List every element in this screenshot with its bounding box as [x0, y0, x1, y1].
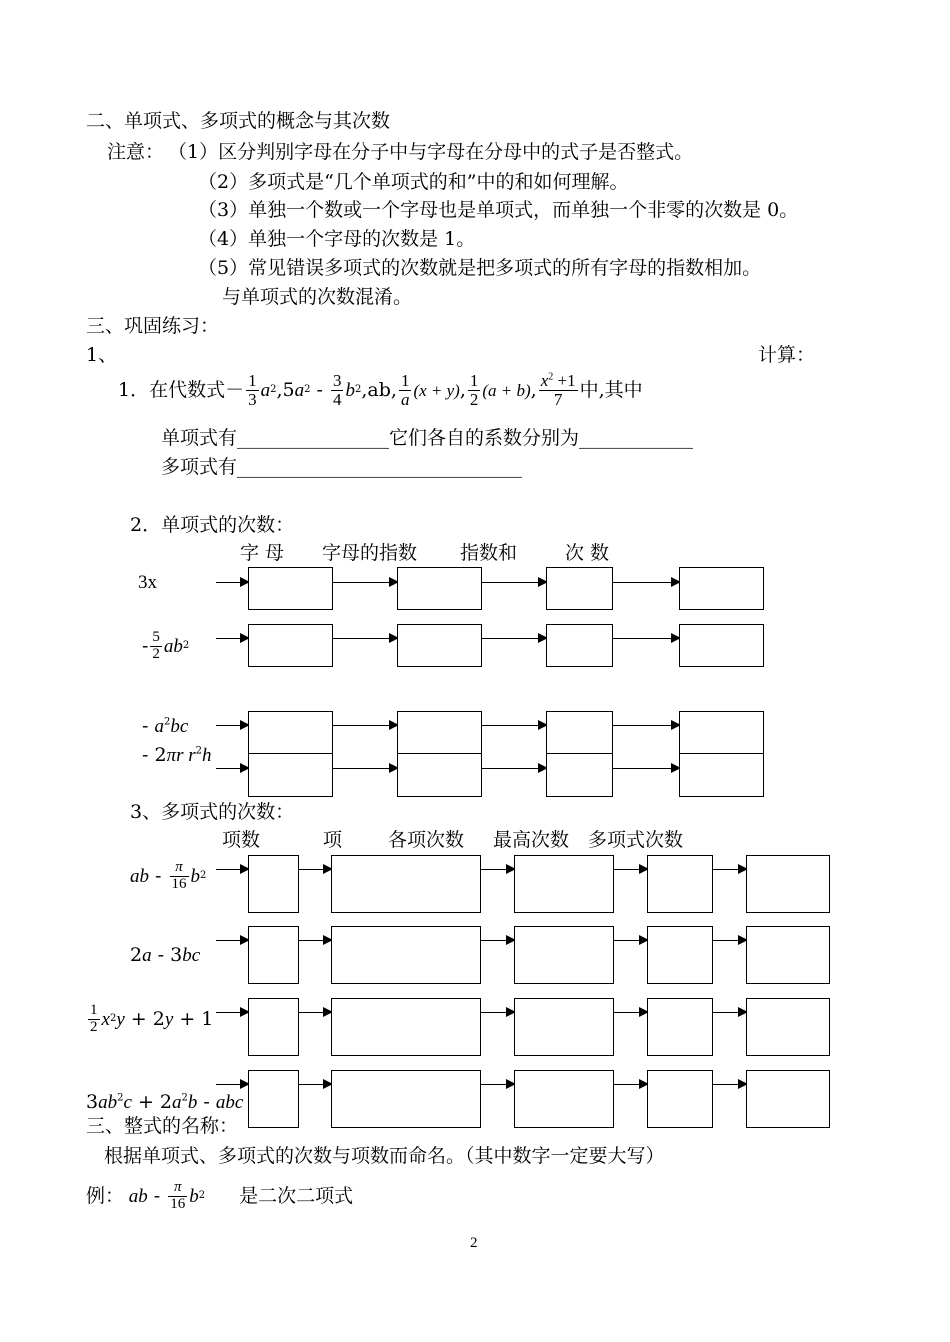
- q3-arrow-r1-0: [216, 869, 248, 870]
- q3-box-r3-term-degrees[interactable]: [514, 998, 614, 1056]
- note-1: （1）区分判别字母在分子中与字母在分母中的式子是否整式。: [168, 141, 694, 163]
- frac-one-third: $\frac{1}{3}$: [248, 371, 257, 409]
- q3-box-r2-term-degrees[interactable]: [514, 926, 614, 984]
- q3-header-count: 项数: [222, 829, 261, 851]
- page-number: 2: [470, 1235, 478, 1251]
- q3-box-r2-count[interactable]: [248, 926, 299, 984]
- section4-title: 三、整式的名称：: [86, 1115, 239, 1137]
- q2-arrow-r2-3: [613, 638, 679, 639]
- example-result: 是二次二项式: [239, 1184, 354, 1207]
- q3-box-r2-poly-degree[interactable]: [746, 926, 830, 984]
- q3-arrow-r2-3: [614, 940, 647, 941]
- q3-arrow-r4-2: [481, 1084, 514, 1085]
- q3-box-r4-term-degrees[interactable]: [514, 1070, 614, 1128]
- q3-box-r3-count[interactable]: [248, 998, 299, 1056]
- q2-arrow-r3-0: [216, 725, 248, 726]
- q3-box-r3-poly-degree[interactable]: [746, 998, 830, 1056]
- q2-arrow-r1-1: [333, 582, 397, 583]
- q3-arrow-r3-1: [299, 1012, 331, 1013]
- item-label: 1、: [86, 344, 118, 366]
- q3-header-poly-degree: 多项式次数: [588, 829, 684, 851]
- q3-header-term-degrees: 各项次数: [388, 829, 465, 851]
- q2-box-r3-degree[interactable]: [679, 711, 764, 755]
- q2-box-r3-exponents[interactable]: [397, 711, 482, 755]
- frac-one-over-a: $\frac{1}{a}$: [400, 371, 410, 409]
- q3-box-r4-terms[interactable]: [331, 1070, 481, 1128]
- note-label: 注意：: [107, 141, 165, 163]
- calc-label: 计算：: [758, 344, 816, 366]
- q1-monomials-line[interactable]: 单项式有________________它们各自的系数分别为____________: [161, 427, 694, 449]
- q2-arrow-r1-3: [613, 582, 679, 583]
- q2-box-r2-degree[interactable]: [679, 624, 764, 667]
- q3-arrow-r2-4: [713, 940, 746, 941]
- q2-box-r1-exponents[interactable]: [397, 567, 482, 610]
- q2-header-degree: 次 数: [565, 542, 610, 564]
- q3-arrow-r4-0: [216, 1084, 248, 1085]
- q3-box-r2-terms[interactable]: [331, 926, 481, 984]
- frac-x2-plus-1-over-7: $\frac{x^2 +1}{7}$: [540, 371, 576, 409]
- q1-suffix: 中,其中: [579, 378, 643, 401]
- q2-header-sum: 指数和: [460, 542, 518, 564]
- q2-arrow-r4-2: [482, 768, 546, 769]
- q3-arrow-r3-2: [481, 1012, 514, 1013]
- q2-box-r1-degree[interactable]: [679, 567, 764, 610]
- q2-row-3x: 3x: [138, 572, 157, 593]
- q3-box-r2-max[interactable]: [647, 926, 713, 984]
- q2-arrow-r2-0: [216, 638, 248, 639]
- example-label: 例：: [86, 1184, 125, 1207]
- q2-arrow-r1-0: [216, 582, 248, 583]
- q1-polynomials-line[interactable]: 多项式有______________________________: [161, 456, 523, 478]
- frac-one-half: $\frac{1}{2}$: [469, 371, 479, 409]
- q3-box-r1-count[interactable]: [248, 855, 299, 913]
- section2-title: 二、单项式、多项式的概念与其次数: [86, 110, 391, 132]
- q2-arrow-r4-0: [216, 768, 248, 769]
- q2-arrow-r2-1: [333, 638, 397, 639]
- q3-arrow-r1-1: [299, 869, 331, 870]
- q3-box-r1-term-degrees[interactable]: [514, 855, 614, 913]
- q3-arrow-r4-3: [614, 1084, 647, 1085]
- frac-three-fourths: $\frac{3}{4}$: [332, 371, 342, 409]
- q3-arrow-r4-1: [299, 1084, 331, 1085]
- q3-box-r1-terms[interactable]: [331, 855, 481, 913]
- q3-arrow-r3-0: [216, 1012, 248, 1013]
- q3-arrow-r2-2: [481, 940, 514, 941]
- q3-box-r4-poly-degree[interactable]: [746, 1070, 830, 1128]
- q2-box-r4-exponents[interactable]: [397, 753, 482, 797]
- q3-box-r4-max[interactable]: [647, 1070, 713, 1128]
- q3-arrow-r2-1: [299, 940, 331, 941]
- q3-arrow-r3-3: [614, 1012, 647, 1013]
- note-5-cont: 与单项式的次数混淆。: [222, 286, 413, 308]
- q3-row-half-x2y: $\frac{1}{2}$ x 2 y + 2 y + 1: [90, 1002, 214, 1035]
- q1-line: 1．在代数式－ $\frac{1}{3}$ a 2 ,5 a 2 - $\frac{3}{4}$ b 2 ,ab, $\frac{1}{a}$ (x + y) , $\frac{1}{2}$ (a + b) , $\frac{x^2 +1}{7}$ 中,其中: [118, 371, 643, 409]
- q3-row-3ab2c: $3ab^2c + 2a^2b$ - abc: [86, 1091, 244, 1113]
- q3-arrow-r1-2: [481, 869, 514, 870]
- q2-box-r3-letters[interactable]: [248, 711, 333, 755]
- example-line: 例： ab - $\frac{\pi}{16}$ b 2 是二次二项式: [86, 1179, 354, 1212]
- q3-header-max: 最高次数: [493, 829, 570, 851]
- q2-title: 2．单项式的次数：: [130, 514, 295, 536]
- section3-title: 三、巩固练习：: [86, 315, 220, 337]
- note-3: （3）单独一个数或一个字母也是单项式，而单独一个非零的次数是 0。: [198, 199, 799, 221]
- q2-box-r2-exponents[interactable]: [397, 624, 482, 667]
- q3-row-2a-3bc: 2a - 3bc: [130, 944, 201, 966]
- q3-header-terms: 项: [323, 829, 343, 851]
- q3-title: 3、多项式的次数：: [130, 801, 295, 823]
- q2-box-r4-sum[interactable]: [546, 753, 613, 797]
- q2-arrow-r1-2: [482, 582, 546, 583]
- q2-box-r4-degree[interactable]: [679, 753, 764, 797]
- q2-arrow-r4-1: [333, 768, 397, 769]
- q2-box-r4-letters[interactable]: [248, 753, 333, 797]
- q2-box-r2-sum[interactable]: [546, 624, 613, 667]
- q3-box-r3-max[interactable]: [647, 998, 713, 1056]
- q2-box-r3-sum[interactable]: [546, 711, 613, 755]
- q2-row-2pir2h: - 2πr $r^2h$: [142, 744, 212, 766]
- q2-arrow-r3-2: [482, 725, 546, 726]
- q2-arrow-r3-3: [613, 725, 679, 726]
- q2-box-r2-letters[interactable]: [248, 624, 333, 667]
- q2-arrow-r3-1: [333, 725, 397, 726]
- q2-row-a2bc: - $a^2bc$: [142, 715, 189, 737]
- q2-row-5-2ab2: - $\frac{5}{2}$ ab 2: [142, 629, 190, 662]
- section4-desc: 根据单项式、多项式的次数与项数而命名。（其中数字一定要大写）: [104, 1145, 665, 1167]
- q2-box-r1-letters[interactable]: [248, 567, 333, 610]
- q3-arrow-r3-4: [713, 1012, 746, 1013]
- q3-box-r1-max[interactable]: [647, 855, 713, 913]
- q2-arrow-r2-2: [482, 638, 546, 639]
- q2-arrow-r4-3: [613, 768, 679, 769]
- q3-row-ab-pi16b2: ab - $\frac{\pi}{16}$ b 2: [130, 859, 207, 892]
- note-2: （2）多项式是“几个单项式的和”中的和如何理解。: [198, 171, 629, 193]
- q2-header-letters: 字 母: [240, 542, 285, 564]
- note-5: （5）常见错误多项式的次数就是把多项式的所有字母的指数相加。: [198, 257, 762, 279]
- q2-box-r1-sum[interactable]: [546, 567, 613, 610]
- q3-box-r1-poly-degree[interactable]: [746, 855, 830, 913]
- q1-prefix: 1．在代数式－: [118, 378, 245, 401]
- q3-arrow-r4-4: [713, 1084, 746, 1085]
- note-4: （4）单独一个字母的次数是 1。: [198, 228, 476, 250]
- q3-arrow-r1-4: [713, 869, 746, 870]
- q3-box-r3-terms[interactable]: [331, 998, 481, 1056]
- q3-arrow-r2-0: [216, 940, 248, 941]
- q2-header-exponents: 字母的指数: [322, 542, 418, 564]
- q3-arrow-r1-3: [614, 869, 647, 870]
- q3-box-r4-count[interactable]: [248, 1070, 299, 1128]
